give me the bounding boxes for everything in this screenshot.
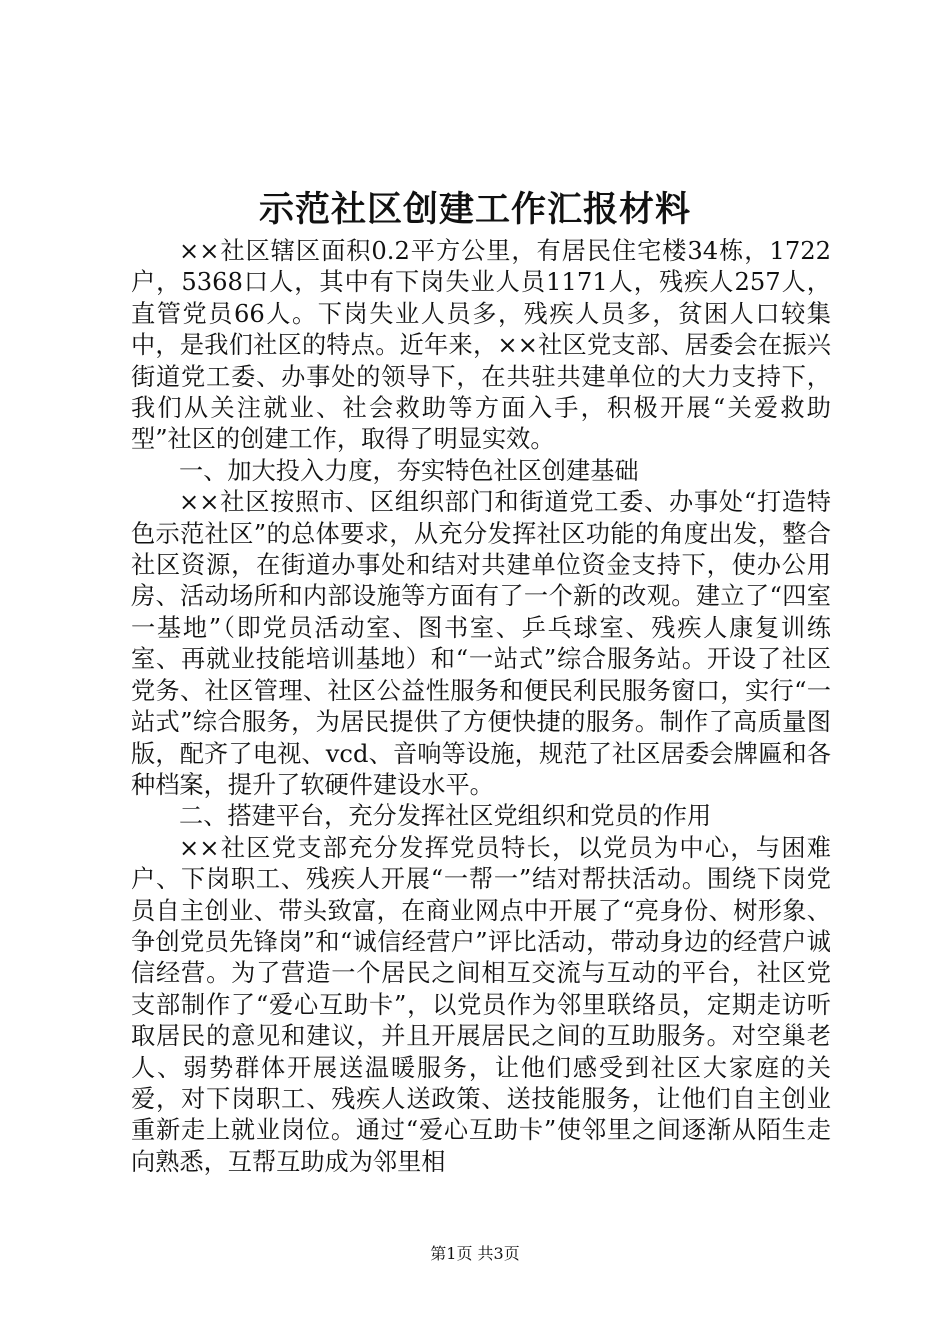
- paragraph-intro: ××社区辖区面积0.2平方公里，有居民住宅楼34栋，1722户，5368口人，其中有下岗失业人员1171人，残疾人257人，直管党员66人。下岗失业人员多，残疾人员多，贫困人口较集中，是我们社区的特点。近年来，××社区党支部、居委会在振兴街道党工委、办事处的领导下，在共驻共建单位的大力支持下，我们从关注就业、社会救助等方面入手，积极开展“关爱救助型”社区的创建工作，取得了明显实效。: [131, 237, 831, 454]
- section-heading-1: 一、加大投入力度，夯实特色社区创建基础: [179, 456, 639, 485]
- paragraph-section-2: ××社区党支部充分发挥党员特长，以党员为中心，与困难户、下岗职工、残疾人开展“一帮一”结对帮扶活动。围绕下岗党员自主创业、带头致富，在商业网点中开展了“亮身份、树形象、争创党员先锋岗”和“诚信经营户”评比活动，带动身边的经营户诚信经营。为了营造一个居民之间相互交流与互动的平台，社区党支部制作了“爱心互助卡”，以党员作为邻里联络员，定期走访听取居民的意见和建议，并且开展居民之间的互助服务。对空巢老人、弱势群体开展送温暖服务，让他们感受到社区大家庭的关爱，对下岗职工、残疾人送政策、送技能服务，让他们自主创业重新走上就业岗位。通过“爱心互助卡”使邻里之间逐渐从陌生走向熟悉，互帮互助成为邻里相: [131, 833, 831, 1176]
- paragraph-section-1: ××社区按照市、区组织部门和街道党工委、办事处“打造特色示范社区”的总体要求，从充分发挥社区功能的角度出发，整合社区资源，在街道办事处和结对共建单位资金支持下，使办公用房、活动场所和内部设施等方面有了一个新的改观。建立了“四室一基地”（即党员活动室、图书室、乒乓球室、残疾人康复训练室、再就业技能培训基地）和“一站式”综合服务站。开设了社区党务、社区管理、社区公益性服务和便民利民服务窗口，实行“一站式”综合服务，为居民提供了方便快捷的服务。制作了高质量图版，配齐了电视、vcd、音响等设施，规范了社区居委会牌匾和各种档案，提升了软硬件建设水平。: [131, 488, 831, 799]
- page-footer: 第1页 共3页: [430, 1244, 520, 1263]
- section-heading-2: 二、搭建平台，充分发挥社区党组织和党员的作用: [179, 802, 712, 831]
- document-title: 示范社区创建工作汇报材料: [258, 189, 691, 230]
- document-body: [131, 236, 831, 1178]
